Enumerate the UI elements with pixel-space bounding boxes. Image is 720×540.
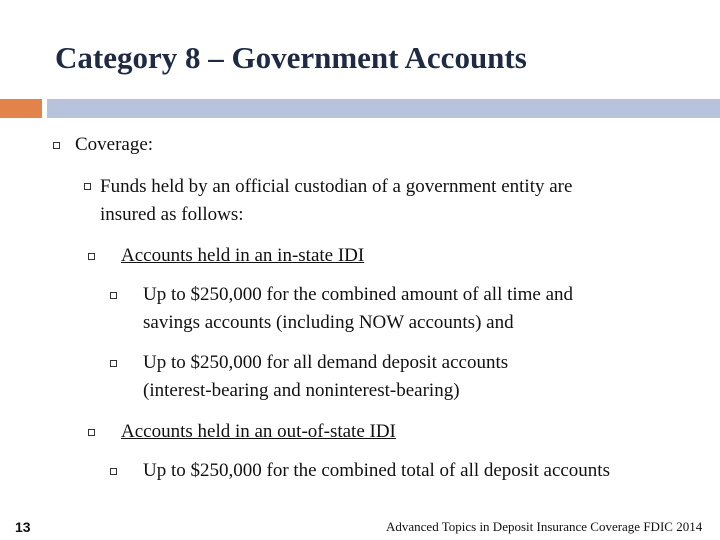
page-number: 13 [15, 519, 31, 535]
in-state-item2-line1: Up to $250,000 for all demand deposit accounts [143, 352, 509, 373]
bullet-square-icon [110, 360, 117, 367]
in-state-heading: Accounts held in an in-state IDI [121, 245, 365, 266]
accent-bar-orange [0, 99, 42, 118]
in-state-item1-line1: Up to $250,000 for the combined amount of all time and [143, 284, 574, 305]
out-of-state-item1: Up to $250,000 for the combined total of all deposit accounts [143, 460, 610, 481]
bullet-square-icon [110, 468, 117, 475]
coverage-heading: Coverage: [75, 134, 154, 155]
bullet-square-icon [88, 253, 95, 260]
funds-text-line2: insured as follows: [100, 204, 244, 225]
in-state-item2-line2: (interest-bearing and noninterest-bearing) [143, 380, 460, 401]
bullet-square-icon [84, 183, 91, 190]
bullet-square-icon [88, 429, 95, 436]
footer-text: Advanced Topics in Deposit Insurance Coverage FDIC 2014 [386, 519, 703, 534]
slide-title: Category 8 – Government Accounts [55, 40, 527, 75]
accent-bar-blue [47, 99, 720, 118]
out-of-state-heading: Accounts held in an out-of-state IDI [121, 421, 396, 442]
funds-text-line1: Funds held by an official custodian of a government entity are [100, 176, 573, 197]
bullet-square-icon [110, 292, 117, 299]
bullet-square-icon [53, 142, 60, 149]
in-state-item1-line2: savings accounts (including NOW accounts) and [143, 312, 514, 333]
